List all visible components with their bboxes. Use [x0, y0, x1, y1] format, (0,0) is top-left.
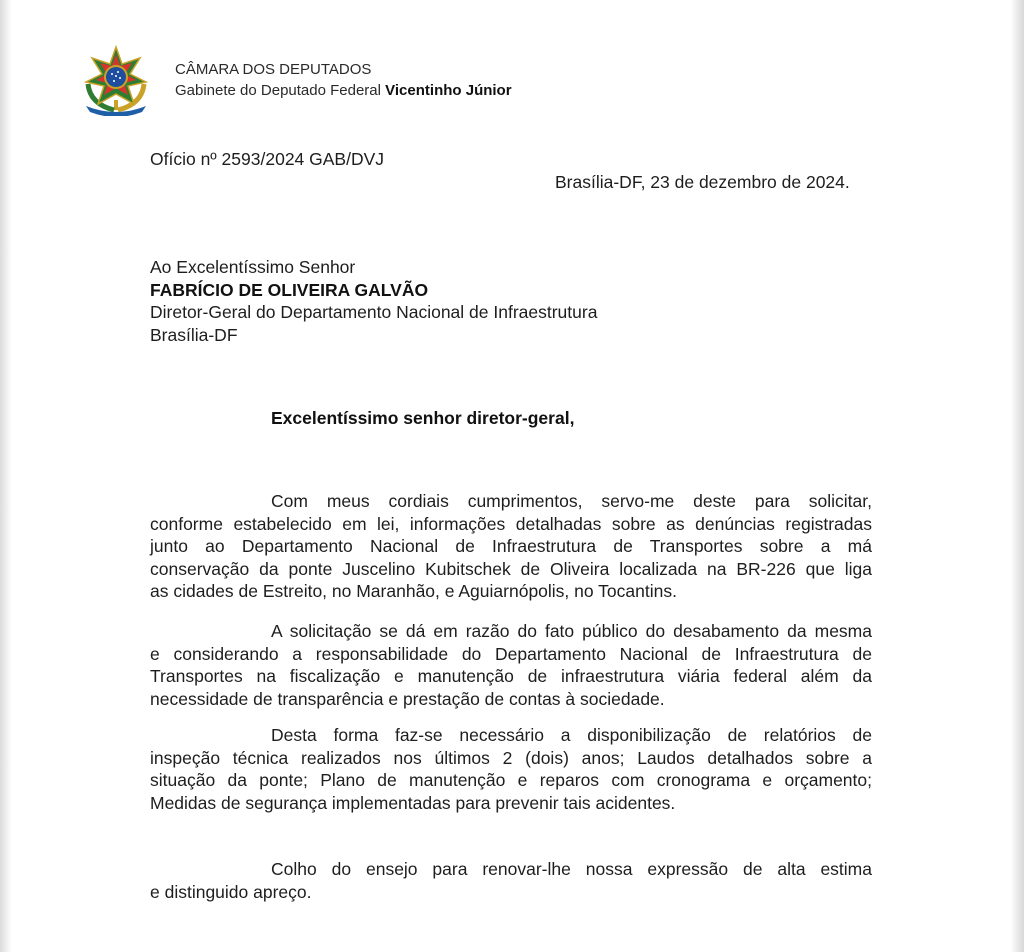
paragraph-3 [150, 724, 872, 814]
letterhead [175, 59, 512, 101]
recipient-city: Brasília-DF [150, 324, 238, 345]
page-shadow-left [0, 0, 12, 952]
place-date: Brasília-DF, 23 de dezembro de 2024. [555, 172, 850, 192]
paragraph-line: Medidas de segurança implementadas para prevenir tais acidentes. [150, 792, 676, 813]
paragraph-line: conservação da ponte Juscelino Kubitschek de Oliveira localizada na BR-226 que liga [150, 558, 872, 579]
recipient-name: FABRÍCIO DE OLIVEIRA GALVÃO [150, 279, 429, 300]
salutation: Excelentíssimo senhor diretor-geral, [271, 408, 575, 428]
recipient-block [150, 256, 597, 346]
paragraph-line: Transportes na fiscalização e manutenção de infraestrutura viária federal além da [150, 666, 872, 686]
letter-reference: Ofício nº 2593/2024 GAB/DVJ [150, 149, 385, 169]
institution-name: CÂMARA DOS DEPUTADOS [175, 61, 372, 78]
paragraph-line: Com meus cordiais cumprimentos, servo-me deste para solicitar, [271, 491, 872, 511]
recipient-treatment: Ao Excelentíssimo Senhor [150, 257, 356, 277]
paragraph-line: Colho do ensejo para renovar-lhe nossa expressão de alta estima [271, 859, 872, 879]
paragraph-line: Desta forma faz-se necessário a disponibilização de relatórios de [271, 725, 872, 745]
paragraph-line: necessidade de transparência e prestação de contas à sociedade. [150, 688, 665, 709]
paragraph-1 [150, 490, 872, 603]
deputy-name: Vicentinho Júnior [385, 82, 512, 99]
brazil-coat-of-arms-icon [80, 44, 152, 116]
recipient-position: Diretor-Geral do Departamento Nacional de Infraestrutura [150, 302, 598, 322]
paragraph-line: junto ao Departamento Nacional de Infraestrutura de Transportes sobre a má [150, 536, 872, 556]
paragraph-line: e distinguido apreço. [150, 881, 312, 902]
paragraph-line: situação da ponte; Plano de manutenção e reparos com cronograma e orçamento; [150, 770, 872, 790]
office-prefix: Gabinete do Deputado Federal [175, 82, 381, 99]
paragraph-line: A solicitação se dá em razão do fato público do desabamento da mesma [271, 621, 872, 641]
paragraph-line: conforme estabelecido em lei, informações detalhadas sobre as denúncias registradas [150, 513, 872, 534]
page-shadow-right [1010, 0, 1024, 952]
paragraph-line: as cidades de Estreito, no Maranhão, e Aguiarnópolis, no Tocantins. [150, 581, 677, 601]
paragraph-line: e considerando a responsabilidade do Departamento Nacional de Infraestrutura de [150, 643, 872, 664]
paragraph-4 [150, 858, 872, 903]
office-line [175, 80, 512, 101]
paragraph-line: inspeção técnica realizados nos últimos 2 (dois) anos; Laudos detalhados sobre a [150, 747, 872, 768]
paragraph-2 [150, 620, 872, 710]
